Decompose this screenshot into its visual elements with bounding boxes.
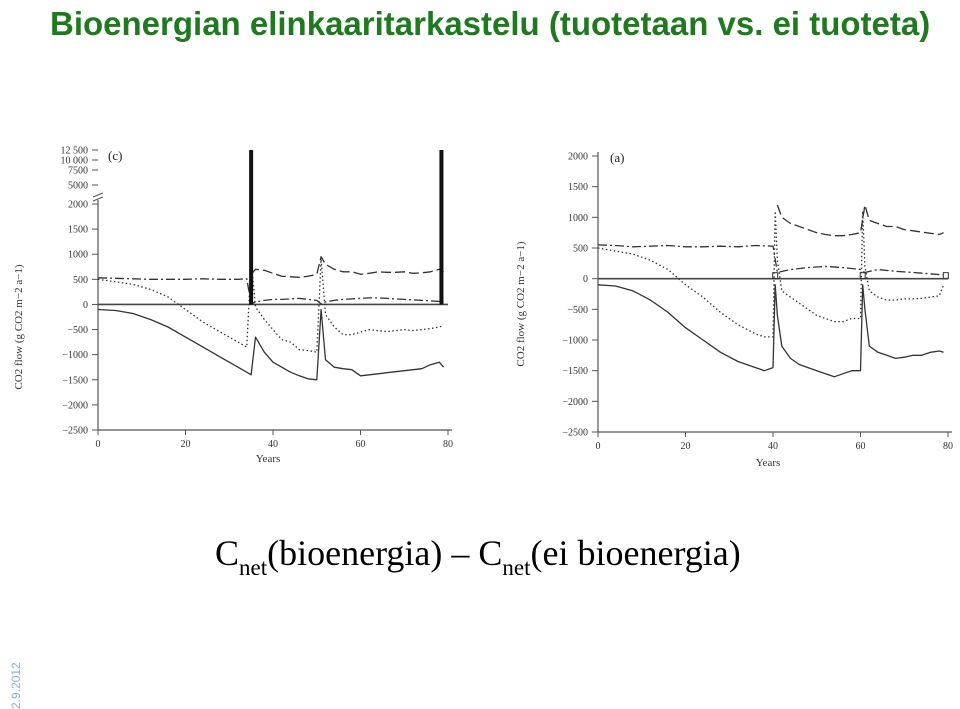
emission-spike: [439, 150, 443, 304]
y-tick-label: −2500: [562, 427, 588, 439]
zero-marker: [860, 273, 865, 279]
y-tick-label-broken: 10 000: [60, 155, 88, 167]
y-tick-label-broken: 5000: [68, 180, 88, 192]
chart-panel-c: [13, 146, 453, 466]
formula-c1: C: [215, 533, 240, 573]
y-tick-label-broken: 12 500: [60, 145, 88, 157]
x-tick-label: 80: [943, 441, 953, 452]
y-tick-label: 2000: [568, 151, 588, 163]
series-line-solid: [98, 310, 444, 380]
y-tick-label: 1000: [68, 249, 88, 261]
x-tick-label: 0: [595, 441, 601, 452]
x-tick-label: 60: [855, 441, 866, 452]
y-tick-label: −2500: [62, 425, 88, 437]
zero-marker: [943, 273, 948, 279]
y-tick-label: 1500: [68, 224, 88, 236]
series-line-dash-dot: [98, 278, 444, 304]
y-tick-label: −2000: [562, 396, 588, 408]
x-tick-label: 20: [180, 439, 191, 450]
net-carbon-formula: [215, 532, 741, 580]
formula-part1: (bioenergia) –: [267, 533, 479, 573]
series-line-long-dash: [777, 205, 943, 236]
x-axis-title: Years: [755, 457, 781, 469]
y-tick-label: 1500: [568, 182, 588, 194]
y-tick-label: 500: [573, 243, 588, 255]
axis-break-mark: [93, 193, 103, 197]
x-tick-label: 80: [443, 439, 453, 450]
series-line-long-dash: [251, 257, 444, 278]
y-tick-label: −500: [67, 325, 88, 337]
y-tick-label: 2000: [68, 199, 88, 211]
panel-label: (a): [610, 150, 625, 165]
slide-title: Bioenergian elinkaaritarkastelu (tuotetaan vs. ei tuoteta): [50, 5, 931, 42]
y-tick-label: −1500: [62, 375, 88, 387]
y-axis-title: CO2 flow (g CO2 m−2 a−1): [515, 241, 527, 367]
y-tick-label-broken: 7500: [68, 165, 88, 177]
x-tick-label: 20: [680, 441, 691, 452]
formula-c2: C: [478, 533, 503, 573]
panel-label: (c): [108, 148, 123, 163]
formula-part2: (ei bioenergia): [530, 533, 741, 573]
formula-sub1: net: [239, 555, 268, 580]
y-tick-label: −1000: [562, 335, 588, 347]
formula-sub2: net: [502, 555, 531, 580]
y-axis-title: CO2 flow (g CO2 m−2 a−1): [13, 264, 25, 390]
y-tick-label: −1000: [62, 350, 88, 362]
series-line-dotted: [598, 211, 944, 337]
x-tick-label: 40: [768, 441, 778, 452]
y-tick-label: −1500: [562, 366, 588, 378]
y-tick-label: 1000: [568, 212, 588, 224]
x-tick-label: 0: [95, 439, 101, 450]
y-tick-label: 0: [583, 274, 588, 286]
emission-spike: [249, 150, 253, 304]
y-tick-label: −500: [567, 304, 588, 316]
x-axis-title: Years: [255, 453, 281, 465]
series-line-solid: [598, 285, 944, 377]
chart-panel-a: [515, 150, 953, 469]
y-tick-label: 500: [73, 274, 88, 286]
x-tick-label: 40: [268, 439, 278, 450]
y-tick-label: 0: [83, 299, 88, 311]
x-tick-label: 60: [355, 439, 366, 450]
y-tick-label: −2000: [62, 400, 88, 412]
date-stamp: 2.9.2012: [9, 662, 23, 709]
